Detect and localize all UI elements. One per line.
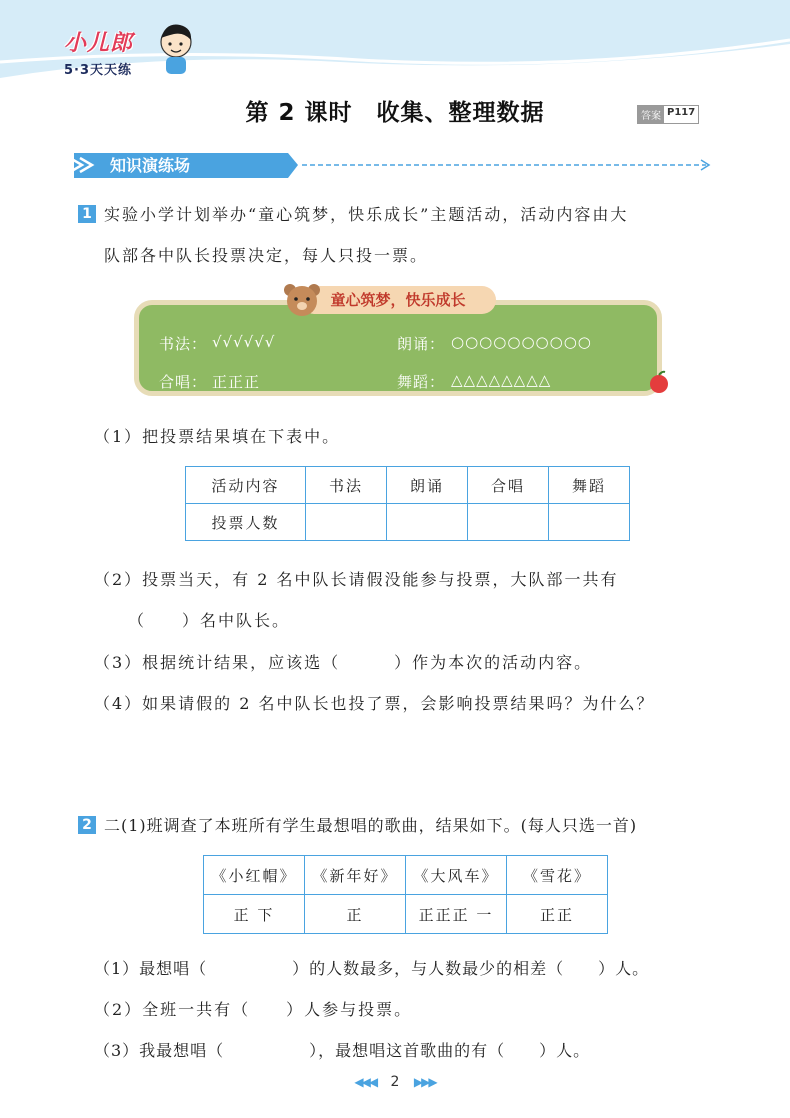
table-row bbox=[186, 467, 630, 504]
q1-line2: 队部各中队长投票决定，每人只投一票。 bbox=[104, 246, 429, 265]
page-number: 2 bbox=[390, 1074, 400, 1090]
apple-icon bbox=[648, 370, 670, 394]
q1-sub1: （1）把投票结果填在下表中。 bbox=[94, 427, 341, 446]
table-header: 《雪花》 bbox=[507, 856, 608, 895]
vote-board bbox=[134, 300, 662, 396]
answer-label: 答案 bbox=[638, 106, 664, 123]
q2-line1: 二(1)班调查了本班所有学生最想唱的歌曲，结果如下。(每人只选一首) bbox=[104, 816, 638, 835]
tally-cell: 正 下 bbox=[204, 895, 305, 934]
tally-cell: 正正正 一 bbox=[406, 895, 507, 934]
board-dance-marks: △△△△△△△△ bbox=[451, 371, 552, 389]
board-recitation-label: 朗诵： bbox=[397, 335, 446, 353]
vote-table bbox=[185, 466, 630, 541]
q2-sub3: （3）我最想唱（ ），最想唱这首歌曲的有（ ）人。 bbox=[94, 1041, 591, 1060]
board-calligraphy-marks: √√√√√√ bbox=[212, 333, 276, 351]
table-header: 舞蹈 bbox=[549, 467, 630, 504]
table-header: 《小红帽》 bbox=[204, 856, 305, 895]
next-arrows-icon: ▶▶▶ bbox=[413, 1075, 436, 1089]
brand-name: 小儿郎 bbox=[64, 31, 134, 56]
answer-ref bbox=[637, 105, 699, 124]
mascot-icon bbox=[156, 20, 196, 76]
table-row bbox=[204, 895, 608, 934]
q1-sub2-line2: （ ）名中队长。 bbox=[128, 611, 291, 630]
bear-icon bbox=[282, 282, 322, 318]
board-calligraphy-label: 书法： bbox=[159, 335, 208, 353]
q2-sub1: （1）最想唱（ ）的人数最多，与人数最少的相差（ ）人。 bbox=[94, 959, 650, 978]
board-banner: 童心筑梦，快乐成长 bbox=[300, 286, 496, 314]
tally-cell: 正正 bbox=[507, 895, 608, 934]
brand-logo bbox=[64, 26, 133, 78]
answer-cell-calligraphy[interactable] bbox=[306, 504, 387, 541]
q1-sub4: （4）如果请假的 2 名中队长也投了票，会影响投票结果吗？为什么？ bbox=[94, 694, 655, 713]
tally-cell: 正 bbox=[305, 895, 406, 934]
table-header: 活动内容 bbox=[186, 467, 306, 504]
brand-series: 5·3天天练 bbox=[64, 63, 133, 78]
page-footer bbox=[0, 1074, 790, 1090]
board-chorus-label: 合唱： bbox=[159, 373, 208, 391]
table-header: 合唱 bbox=[468, 467, 549, 504]
table-header: 《大风车》 bbox=[406, 856, 507, 895]
song-table bbox=[203, 855, 608, 934]
table-header: 朗诵 bbox=[387, 467, 468, 504]
board-recitation-marks: ○○○○○○○○○○ bbox=[451, 333, 592, 351]
question-number: 2 bbox=[78, 816, 96, 834]
answer-cell-chorus[interactable] bbox=[468, 504, 549, 541]
q1-sub3: （3）根据统计结果，应该选（ ）作为本次的活动内容。 bbox=[94, 653, 593, 672]
question-number: 1 bbox=[78, 205, 96, 223]
table-row bbox=[204, 856, 608, 895]
q2-sub2: （2）全班一共有（ ）人参与投票。 bbox=[94, 1000, 413, 1019]
table-header: 《新年好》 bbox=[305, 856, 406, 895]
answer-page: P117 bbox=[667, 107, 696, 118]
q1-line1: 实验小学计划举办“童心筑梦，快乐成长”主题活动，活动内容由大 bbox=[104, 205, 629, 224]
prev-arrows-icon: ◀◀◀ bbox=[354, 1075, 377, 1089]
page-title: 第 2 课时 收集、整理数据 bbox=[245, 100, 545, 126]
section-label: 知识演练场 bbox=[110, 156, 191, 175]
board-chorus-marks: 正正正 bbox=[212, 373, 261, 391]
table-header: 书法 bbox=[306, 467, 387, 504]
board-dance-label: 舞蹈： bbox=[397, 373, 446, 391]
answer-cell-dance[interactable] bbox=[549, 504, 630, 541]
answer-cell-recitation[interactable] bbox=[387, 504, 468, 541]
row-label: 投票人数 bbox=[186, 504, 306, 541]
table-row bbox=[186, 504, 630, 541]
q1-sub2-line1: （2）投票当天，有 2 名中队长请假没能参与投票，大队部一共有 bbox=[94, 570, 619, 589]
